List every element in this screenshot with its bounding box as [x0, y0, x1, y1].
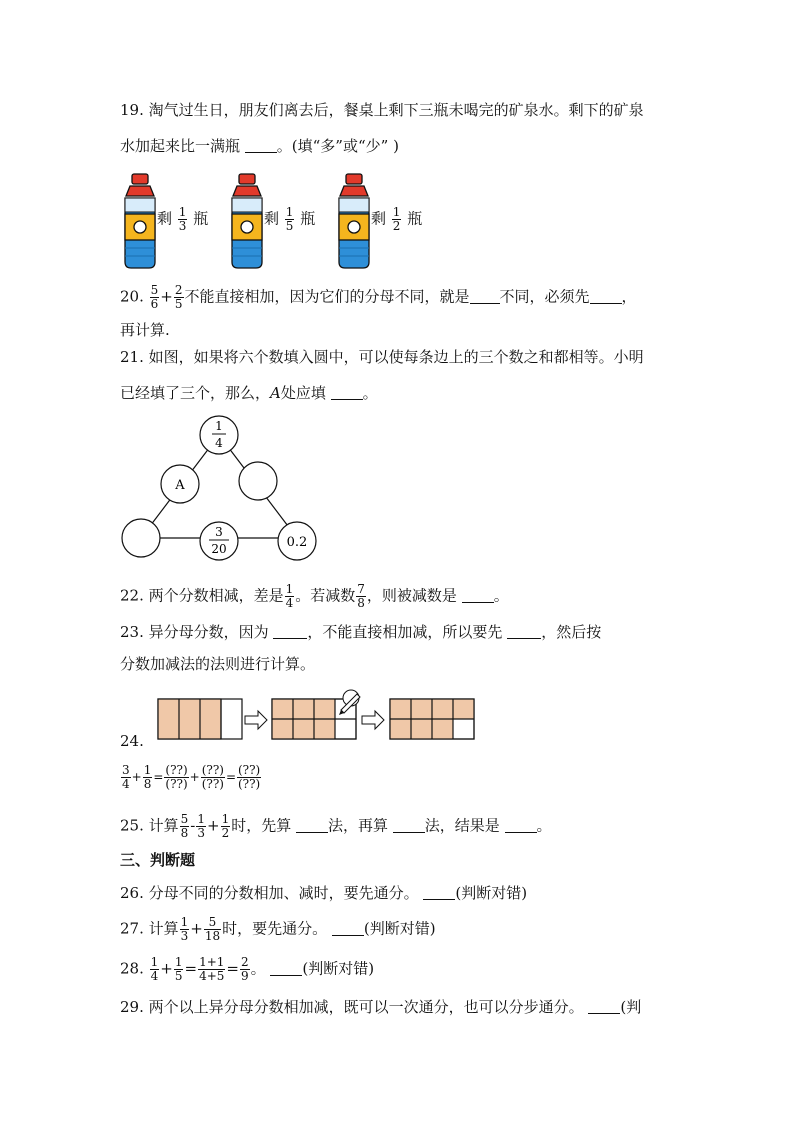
q23-text-b: ，不能直接相加减，所以要先 — [307, 623, 508, 641]
bottle-group-2 — [227, 172, 267, 274]
fraction-num: (??) — [238, 763, 261, 777]
fraction-den: 5 — [174, 297, 183, 311]
fraction-den: 3 — [178, 219, 187, 233]
fraction — [285, 583, 295, 610]
section-heading: 三、判断题 — [120, 851, 196, 869]
fraction-den: 8 — [180, 826, 189, 840]
fraction-den: 18 — [204, 929, 221, 943]
equals-sign: = — [184, 959, 198, 978]
water-bottle-icon — [334, 172, 374, 270]
q19-line1: 19. 淘气过生日，朋友们离去后，餐桌上剩下三瓶未喝完的矿泉水。剩下的矿泉 — [120, 101, 644, 119]
fraction — [180, 916, 190, 943]
fraction-num: 2 — [174, 283, 183, 297]
fraction-den: 3 — [180, 929, 189, 943]
q28-text-c: (判断对错) — [302, 959, 375, 978]
q28-text-a: 28. — [120, 959, 149, 978]
q27-answer-blank[interactable] — [332, 921, 364, 936]
fraction-num: 5 — [180, 812, 189, 826]
q23-answer-blank-1[interactable] — [273, 624, 307, 639]
fraction — [150, 284, 160, 311]
bottle-label-prefix: 剩 — [371, 209, 387, 228]
q29-answer-blank[interactable] — [588, 999, 620, 1014]
q28-answer-blank[interactable] — [270, 961, 302, 976]
q19-text-a: 水加起来比一满瓶 — [120, 137, 245, 155]
q21-line2 — [120, 383, 378, 403]
fraction-num: 1 — [143, 763, 152, 777]
fraction-grid-diagram — [155, 688, 477, 744]
q29-text-b: (判 — [620, 998, 642, 1016]
fraction-num: 1+1 — [199, 955, 225, 969]
answer-fraction[interactable] — [201, 764, 225, 791]
fraction-num: 1 — [174, 955, 183, 969]
water-bottle-icon — [120, 172, 160, 270]
fraction-den: 4 — [150, 969, 159, 983]
q20-line2: 再计算. — [120, 321, 170, 339]
plus-sign: + — [160, 959, 173, 978]
q25-text-b: 时，先算 — [231, 816, 296, 835]
q27-text-c: (判断对错) — [363, 919, 436, 938]
fraction-num: 1 — [221, 812, 230, 826]
fraction-den: (??) — [238, 777, 261, 791]
q28-line — [120, 956, 374, 983]
q26-answer-blank[interactable] — [423, 885, 455, 900]
q29-line — [120, 997, 641, 1017]
q19-text-b: 。(填“多”或“少” ) — [276, 137, 399, 155]
equals-sign: = — [153, 770, 164, 784]
bottle-label-2 — [264, 206, 315, 233]
fraction-den: 4 — [122, 777, 130, 791]
q22-text-d: 。 — [493, 586, 509, 605]
q20-text-c: ， — [621, 287, 637, 306]
fraction-den: 9 — [240, 969, 249, 983]
bottle-label-suffix: 瓶 — [407, 209, 423, 228]
q22-line — [120, 583, 509, 610]
fraction-den: (??) — [165, 777, 188, 791]
q20-answer-blank-1[interactable] — [470, 289, 500, 304]
fraction-num: 1 — [285, 582, 294, 596]
plus-sign: + — [190, 919, 203, 938]
q21-answer-blank[interactable] — [331, 385, 363, 400]
plus-sign: + — [160, 287, 173, 306]
q25-text-a: 25. 计算 — [120, 816, 179, 835]
fraction-num: 2 — [240, 955, 249, 969]
bottle-label-prefix: 剩 — [157, 209, 173, 228]
bottle-label-suffix: 瓶 — [300, 209, 316, 228]
q22-text-c: ，则被减数是 — [366, 586, 462, 605]
circle-bottom-left[interactable] — [122, 519, 160, 557]
q29-text-a: 29. 两个以上异分母分数相加减，既可以一次通分，也可以分步通分。 — [120, 998, 589, 1016]
q26-text-a: 26. 分母不同的分数相加、减时，要先通分。 — [120, 884, 424, 902]
q20-text-b: 不同，必须先 — [499, 287, 590, 306]
fraction-num: 1 — [150, 955, 159, 969]
fraction-num: 1 — [178, 205, 187, 219]
q27-text-b: 时，要先通分。 — [222, 919, 332, 938]
equals-sign: = — [226, 959, 239, 978]
q21-text-b: 处应填 — [280, 384, 331, 402]
fraction-num: 7 — [357, 582, 365, 596]
q19-line2 — [120, 136, 399, 156]
top-fraction-den: 4 — [215, 436, 223, 450]
fraction — [143, 764, 153, 791]
q22-text-a: 22. 两个分数相减，差是 — [120, 586, 284, 605]
right-arrow-icon — [245, 711, 267, 729]
top-fraction-num: 1 — [215, 419, 223, 433]
circle-right-middle[interactable] — [239, 462, 277, 500]
q21-text-a: 已经填了三个，那么， — [120, 384, 271, 402]
bottle-group-3 — [334, 172, 374, 274]
q24-equation — [120, 764, 262, 791]
fraction-den: 5 — [174, 969, 183, 983]
bottom-fraction-den: 20 — [211, 542, 227, 556]
fraction-den: 3 — [197, 826, 205, 840]
q26-text-b: (判断对错) — [455, 884, 528, 902]
fraction-num: 5 — [150, 283, 159, 297]
fraction-den: 4+5 — [199, 969, 225, 983]
fraction — [150, 956, 160, 983]
q20-text-a: 不能直接相加，因为它们的分母不同，就是 — [184, 287, 470, 306]
bottle-label-suffix: 瓶 — [193, 209, 209, 228]
q21-line1: 21. 如图，如果将六个数填入圆中，可以使每条边上的三个数之和都相等。小明 — [120, 348, 644, 366]
q26-line — [120, 883, 527, 903]
fraction-num: 1 — [392, 205, 401, 219]
fraction-den: 8 — [357, 596, 365, 610]
bottle-group-1 — [120, 172, 160, 274]
fraction-one-third — [178, 206, 188, 233]
q22-text-b: 。若减数 — [295, 586, 356, 605]
fraction — [204, 916, 221, 943]
fraction — [174, 956, 184, 983]
fraction-num: (??) — [165, 763, 188, 777]
q23-line2: 分数加减法的法则进行计算。 — [120, 655, 316, 673]
fraction-den: 4 — [285, 596, 294, 610]
fraction — [198, 956, 225, 983]
circle-label-value: 0.2 — [286, 535, 308, 550]
plus-sign: + — [206, 816, 220, 835]
fraction — [121, 764, 131, 791]
q23-text-c: ，然后按 — [541, 623, 602, 641]
fraction-one-half — [392, 206, 402, 233]
fraction-den: 6 — [150, 297, 159, 311]
fraction — [221, 813, 231, 840]
q25-answer-blank-2[interactable] — [393, 818, 425, 833]
fraction-num: 5 — [204, 916, 221, 930]
fraction-den: (??) — [201, 777, 224, 791]
fraction-den: 8 — [143, 777, 152, 791]
fraction-num: 1 — [180, 915, 189, 929]
fraction — [180, 813, 190, 840]
fraction — [196, 813, 206, 840]
answer-fraction[interactable] — [237, 764, 261, 791]
plus-sign: + — [189, 770, 200, 784]
q20-line1 — [120, 284, 637, 311]
water-bottle-icon — [227, 172, 267, 270]
q23-line1 — [120, 622, 601, 642]
q25-line — [120, 813, 552, 840]
q20-answer-blank-2[interactable] — [590, 289, 622, 304]
fraction-one-fifth — [285, 206, 295, 233]
fraction-den: 2 — [221, 826, 230, 840]
bottle-label-1 — [157, 206, 208, 233]
bottom-fraction-num: 3 — [215, 525, 223, 539]
q21-variable-a: A — [270, 384, 281, 402]
fraction-num: (??) — [201, 763, 224, 777]
fraction — [174, 284, 184, 311]
right-arrow-icon — [362, 711, 384, 729]
bottle-label-prefix: 剩 — [264, 209, 280, 228]
bottle-label-3 — [371, 206, 422, 233]
q27-line — [120, 916, 436, 943]
q21-text-c: 。 — [362, 384, 378, 402]
fraction-den: 2 — [392, 219, 401, 233]
q24-number: 24. — [120, 732, 144, 750]
q23-answer-blank-2[interactable] — [507, 624, 541, 639]
fraction-num: 1 — [197, 812, 205, 826]
fraction-num: 1 — [285, 205, 294, 219]
answer-fraction[interactable] — [164, 764, 188, 791]
q25-text-d: 法，结果是 — [424, 816, 505, 835]
q23-text-a: 23. 异分母分数，因为 — [120, 623, 274, 641]
plus-sign: + — [131, 770, 142, 784]
fraction-den: 5 — [285, 219, 294, 233]
q25-text-e: 。 — [536, 816, 552, 835]
q25-text-c: 法，再算 — [327, 816, 393, 835]
q19-answer-blank[interactable] — [245, 138, 277, 153]
equals-sign: = — [225, 770, 236, 784]
q22-answer-blank[interactable] — [462, 588, 494, 603]
q25-answer-blank-1[interactable] — [296, 818, 328, 833]
q28-text-b: 。 — [250, 959, 271, 978]
q27-text-a: 27. 计算 — [120, 919, 179, 938]
circle-label-a: A — [175, 478, 185, 493]
q25-answer-blank-3[interactable] — [505, 818, 537, 833]
triangle-circle-diagram — [115, 410, 325, 570]
q20-number: 20. — [120, 287, 144, 306]
fraction — [356, 583, 366, 610]
minus-sign: - — [190, 816, 196, 835]
fraction-num: 3 — [122, 763, 130, 777]
fraction — [240, 956, 250, 983]
